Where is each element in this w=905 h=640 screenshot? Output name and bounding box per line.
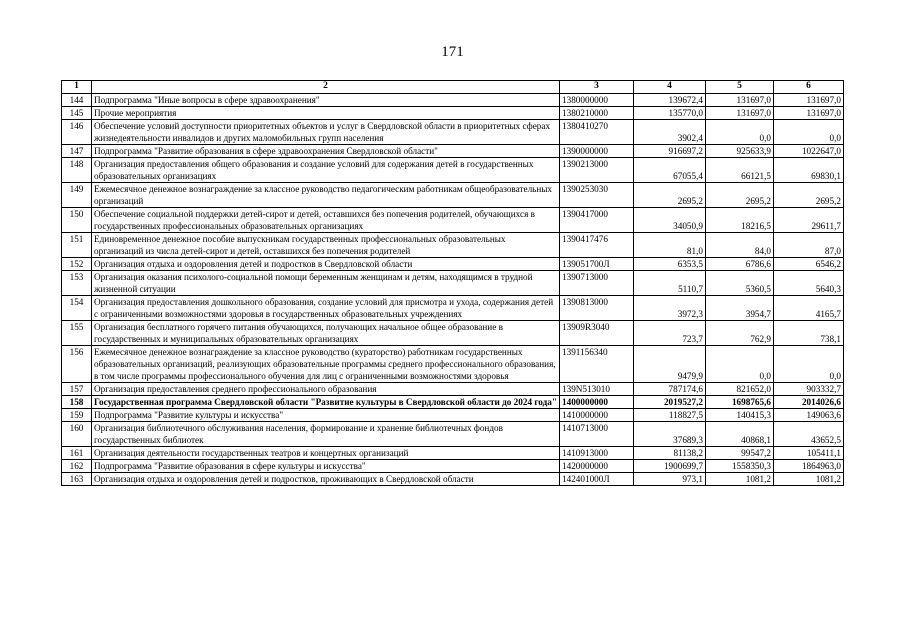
row-code-cell: 1390813000 <box>560 296 634 321</box>
row-value-col4-cell: 81138,2 <box>634 447 706 460</box>
table-header-row <box>62 81 844 94</box>
row-value-col5-cell: 84,0 <box>706 233 774 258</box>
row-value-col5-cell: 40868,1 <box>706 422 774 447</box>
row-code-cell: 1420000000 <box>560 460 634 473</box>
table-row <box>62 271 844 296</box>
row-code-cell: 1390417000 <box>560 208 634 233</box>
row-value-col4-cell: 81,0 <box>634 233 706 258</box>
row-number-cell: 163 <box>62 473 92 486</box>
row-value-col4-cell: 3972,3 <box>634 296 706 321</box>
row-value-col4-cell: 37689,3 <box>634 422 706 447</box>
table-row <box>62 120 844 145</box>
row-number-cell: 162 <box>62 460 92 473</box>
row-value-col6-cell: 1081,2 <box>774 473 844 486</box>
row-value-col5-cell: 140415,3 <box>706 409 774 422</box>
column-header: 5 <box>706 81 774 94</box>
row-code-cell: 1380210000 <box>560 107 634 120</box>
row-name-cell: Обеспечение социальной поддержки детей-сирот и детей, оставшихся без попечения родителей, обучающихся в государственных профессиональных образовательных организациях <box>92 208 560 233</box>
row-value-col4-cell: 139672,4 <box>634 94 706 107</box>
row-value-col6-cell: 131697,0 <box>774 94 844 107</box>
row-value-col5-cell: 18216,5 <box>706 208 774 233</box>
row-value-col6-cell: 29611,7 <box>774 208 844 233</box>
table-row <box>62 447 844 460</box>
row-number-cell: 144 <box>62 94 92 107</box>
row-name-cell: Организация деятельности государственных театров и концертных организаций <box>92 447 560 460</box>
row-value-col5-cell: 0,0 <box>706 346 774 383</box>
row-name-cell: Государственная программа Свердловской области "Развитие культуры в Свердловской области до 2024 года" <box>92 396 560 409</box>
table-row <box>62 183 844 208</box>
row-code-cell: 1410713000 <box>560 422 634 447</box>
row-number-cell: 145 <box>62 107 92 120</box>
row-code-cell: 142401000Л <box>560 473 634 486</box>
row-name-cell: Ежемесячное денежное вознаграждение за классное руководство (кураторство) работникам государственных образовательных организаций, реализующих образовательные программы среднего профессионального образования, в том числе программы профессионального обучения для лиц с ограниченными возможностями здоровья <box>92 346 560 383</box>
row-value-col6-cell: 6546,2 <box>774 258 844 271</box>
table-row <box>62 145 844 158</box>
row-code-cell: 1390713000 <box>560 271 634 296</box>
row-name-cell: Организация предоставления среднего профессионального образования <box>92 383 560 396</box>
row-number-cell: 156 <box>62 346 92 383</box>
table-row <box>62 460 844 473</box>
row-code-cell: 1400000000 <box>560 396 634 409</box>
row-value-col6-cell: 2695,2 <box>774 183 844 208</box>
row-value-col5-cell: 131697,0 <box>706 107 774 120</box>
row-name-cell: Подпрограмма "Развитие образования в сфере культуры и искусства" <box>92 460 560 473</box>
table-row <box>62 383 844 396</box>
row-code-cell: 1390000000 <box>560 145 634 158</box>
row-value-col6-cell: 131697,0 <box>774 107 844 120</box>
row-name-cell: Организация отдыха и оздоровления детей и подростков, проживающих в Свердловской области <box>92 473 560 486</box>
row-value-col4-cell: 67055,4 <box>634 158 706 183</box>
row-value-col6-cell: 5640,3 <box>774 271 844 296</box>
row-name-cell: Организация библиотечного обслуживания населения, формирование и хранение библиотечных фондов государственных библиотек <box>92 422 560 447</box>
row-code-cell: 1391156340 <box>560 346 634 383</box>
table-row <box>62 158 844 183</box>
row-number-cell: 151 <box>62 233 92 258</box>
row-value-col5-cell: 821652,0 <box>706 383 774 396</box>
row-name-cell: Подпрограмма "Развитие образования в сфере здравоохранения Свердловской области" <box>92 145 560 158</box>
row-code-cell: 1390417476 <box>560 233 634 258</box>
row-value-col6-cell: 149063,6 <box>774 409 844 422</box>
row-value-col4-cell: 5110,7 <box>634 271 706 296</box>
row-number-cell: 161 <box>62 447 92 460</box>
column-header: 1 <box>62 81 92 94</box>
row-number-cell: 154 <box>62 296 92 321</box>
budget-table <box>61 80 844 486</box>
column-header: 6 <box>774 81 844 94</box>
table-row <box>62 233 844 258</box>
row-value-col5-cell: 3954,7 <box>706 296 774 321</box>
row-value-col4-cell: 787174,6 <box>634 383 706 396</box>
row-number-cell: 149 <box>62 183 92 208</box>
row-number-cell: 153 <box>62 271 92 296</box>
row-value-col4-cell: 2019527,2 <box>634 396 706 409</box>
row-value-col6-cell: 69830,1 <box>774 158 844 183</box>
row-code-cell: 1380410270 <box>560 120 634 145</box>
row-number-cell: 152 <box>62 258 92 271</box>
row-name-cell: Ежемесячное денежное вознаграждение за классное руководство педагогическим работникам общеобразовательных организаций <box>92 183 560 208</box>
row-value-col6-cell: 738,1 <box>774 321 844 346</box>
row-value-col4-cell: 916697,2 <box>634 145 706 158</box>
table-row <box>62 422 844 447</box>
row-code-cell: 1410913000 <box>560 447 634 460</box>
table-row <box>62 409 844 422</box>
row-value-col5-cell: 762,9 <box>706 321 774 346</box>
column-header: 2 <box>92 81 560 94</box>
row-name-cell: Прочие мероприятия <box>92 107 560 120</box>
row-value-col5-cell: 1698765,6 <box>706 396 774 409</box>
row-name-cell: Организация оказания психолого-социальной помощи беременным женщинам и детям, находящимся в трудной жизненной ситуации <box>92 271 560 296</box>
table-row <box>62 346 844 383</box>
row-value-col6-cell: 0,0 <box>774 346 844 383</box>
row-number-cell: 160 <box>62 422 92 447</box>
row-value-col6-cell: 1022647,0 <box>774 145 844 158</box>
row-value-col5-cell: 1081,2 <box>706 473 774 486</box>
row-value-col4-cell: 3902,4 <box>634 120 706 145</box>
page-number: 171 <box>441 44 464 60</box>
table-body <box>62 94 844 486</box>
row-value-col6-cell: 903332,7 <box>774 383 844 396</box>
row-code-cell: 1380000000 <box>560 94 634 107</box>
row-code-cell: 1390213000 <box>560 158 634 183</box>
row-value-col4-cell: 118827,5 <box>634 409 706 422</box>
column-header: 3 <box>560 81 634 94</box>
row-number-cell: 158 <box>62 396 92 409</box>
row-value-col4-cell: 6353,5 <box>634 258 706 271</box>
row-value-col4-cell: 9479,9 <box>634 346 706 383</box>
row-code-cell: 139051700Л <box>560 258 634 271</box>
row-code-cell: 1410000000 <box>560 409 634 422</box>
row-value-col5-cell: 925633,9 <box>706 145 774 158</box>
row-name-cell: Единовременное денежное пособие выпускникам государственных профессиональных образовательных организаций из числа детей-сирот и детей, оставшихся без попечения родителей <box>92 233 560 258</box>
row-value-col5-cell: 66121,5 <box>706 158 774 183</box>
row-name-cell: Обеспечение условий доступности приоритетных объектов и услуг в Свердловской области в приоритетных сферах жизнедеятельности инвалидов и других маломобильных групп населения <box>92 120 560 145</box>
row-value-col4-cell: 723,7 <box>634 321 706 346</box>
row-code-cell: 139N513010 <box>560 383 634 396</box>
row-value-col6-cell: 1864963,0 <box>774 460 844 473</box>
row-value-col4-cell: 973,1 <box>634 473 706 486</box>
row-number-cell: 146 <box>62 120 92 145</box>
row-value-col6-cell: 0,0 <box>774 120 844 145</box>
row-number-cell: 147 <box>62 145 92 158</box>
row-name-cell: Подпрограмма "Развитие культуры и искусства" <box>92 409 560 422</box>
row-value-col5-cell: 1558350,3 <box>706 460 774 473</box>
row-number-cell: 148 <box>62 158 92 183</box>
row-value-col5-cell: 0,0 <box>706 120 774 145</box>
row-value-col5-cell: 5360,5 <box>706 271 774 296</box>
table-row <box>62 473 844 486</box>
row-value-col6-cell: 87,0 <box>774 233 844 258</box>
table-row <box>62 94 844 107</box>
table-row <box>62 208 844 233</box>
row-value-col4-cell: 34050,9 <box>634 208 706 233</box>
table-row <box>62 258 844 271</box>
table-row <box>62 296 844 321</box>
row-value-col6-cell: 4165,7 <box>774 296 844 321</box>
row-number-cell: 159 <box>62 409 92 422</box>
row-value-col5-cell: 131697,0 <box>706 94 774 107</box>
row-name-cell: Подпрограмма "Иные вопросы в сфере здравоохранения" <box>92 94 560 107</box>
row-value-col4-cell: 2695,2 <box>634 183 706 208</box>
row-value-col4-cell: 1900699,7 <box>634 460 706 473</box>
table-row <box>62 396 844 409</box>
row-value-col6-cell: 2014026,6 <box>774 396 844 409</box>
row-value-col4-cell: 135770,0 <box>634 107 706 120</box>
row-value-col5-cell: 99547,2 <box>706 447 774 460</box>
row-value-col5-cell: 6786,6 <box>706 258 774 271</box>
row-number-cell: 157 <box>62 383 92 396</box>
row-name-cell: Организация бесплатного горячего питания обучающихся, получающих начальное общее образование в государственных и муниципальных образовательных организациях <box>92 321 560 346</box>
row-name-cell: Организация отдыха и оздоровления детей и подростков в Свердловской области <box>92 258 560 271</box>
table-row <box>62 107 844 120</box>
row-value-col5-cell: 2695,2 <box>706 183 774 208</box>
row-name-cell: Организация предоставления дошкольного образования, создание условий для присмотра и ухода, содержания детей с ограниченными возможностями здоровья в государственных образовательных учреждениях <box>92 296 560 321</box>
row-value-col6-cell: 105411,1 <box>774 447 844 460</box>
row-number-cell: 150 <box>62 208 92 233</box>
row-name-cell: Организация предоставления общего образования и создание условий для содержания детей в государственных образовательных организациях <box>92 158 560 183</box>
column-header: 4 <box>634 81 706 94</box>
row-number-cell: 155 <box>62 321 92 346</box>
row-code-cell: 13909R3040 <box>560 321 634 346</box>
table-row <box>62 321 844 346</box>
row-code-cell: 1390253030 <box>560 183 634 208</box>
row-value-col6-cell: 43652,5 <box>774 422 844 447</box>
